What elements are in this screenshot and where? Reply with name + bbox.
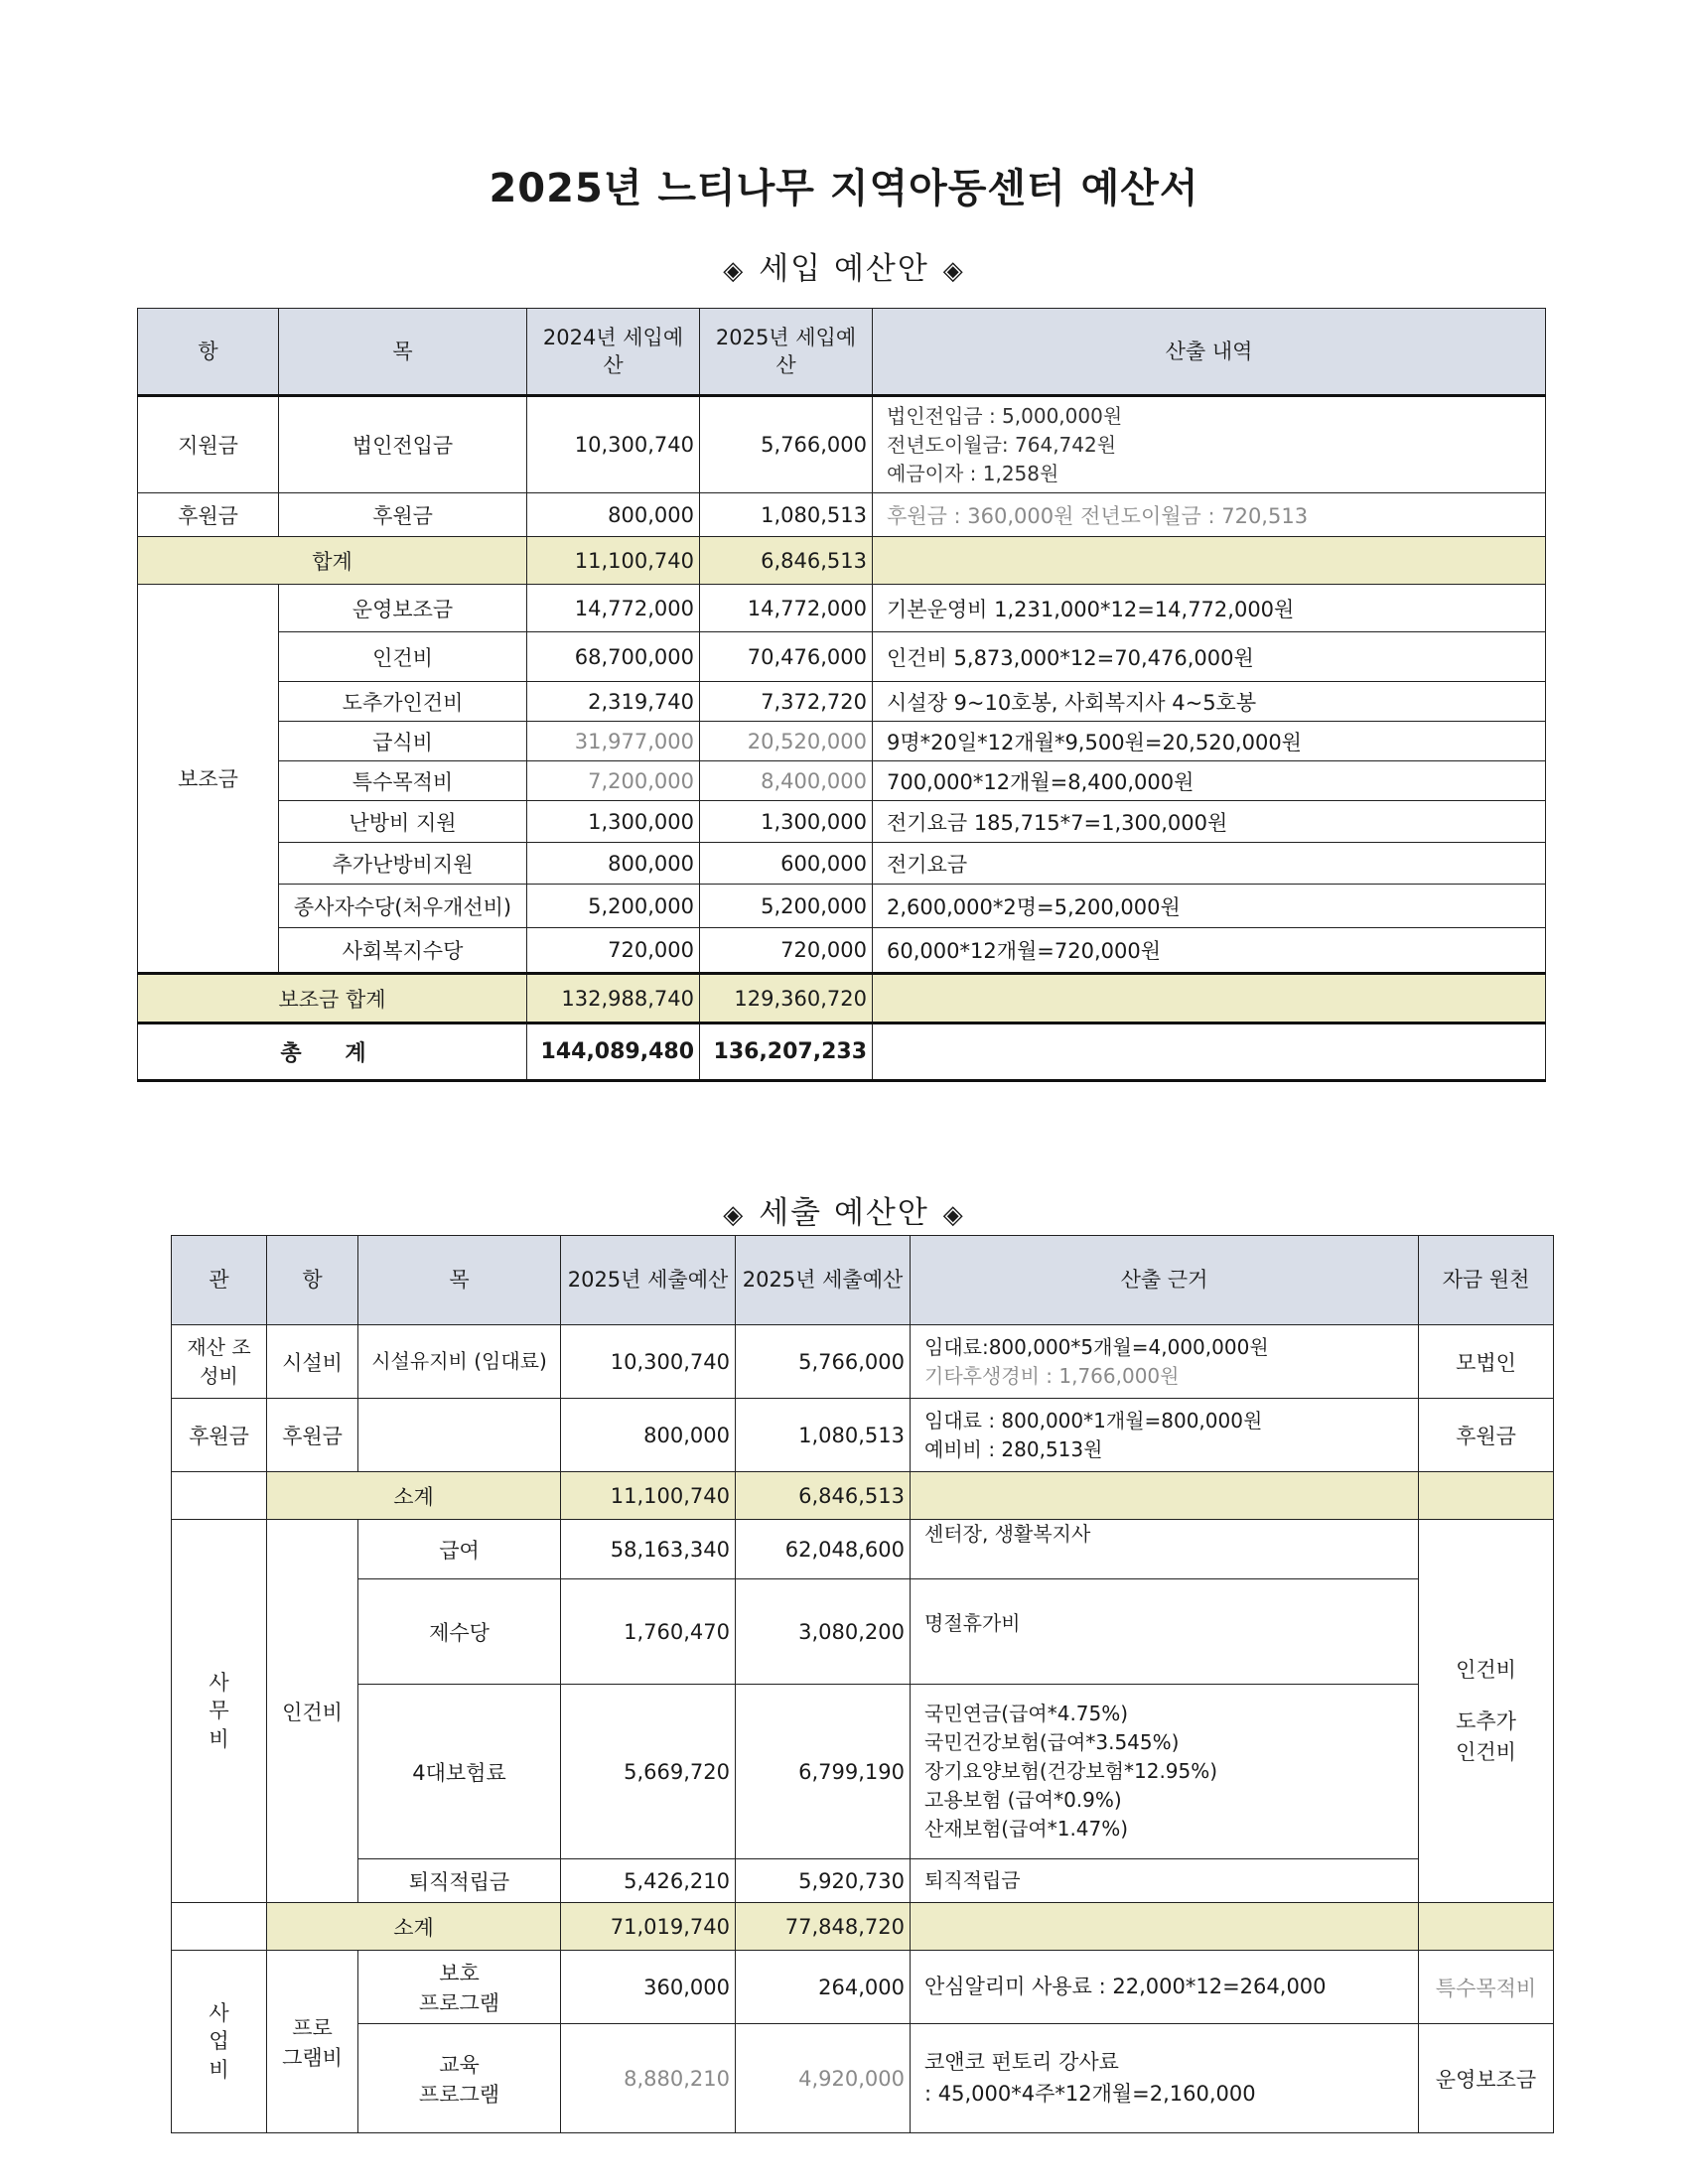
subsidy-sum-row: 보조금 합계 132,988,740 129,360,720: [138, 974, 1546, 1024]
table-row: 지원금 법인전입금 10,300,740 5,766,000 법인전입금 : 5,000,000원 전년도이월금: 764,742원 예금이자 : 1,258원: [138, 396, 1546, 493]
table-row: 후원금 후원금 800,000 1,080,513 후원금 : 360,000원 전년도이월금 : 720,513: [138, 493, 1546, 537]
table-row: 제수당 1,760,470 3,080,200 명절휴가비: [172, 1579, 1554, 1685]
business-gwan: 사 업 비: [172, 1951, 267, 2133]
grand-total-row: 총 계 144,089,480 136,207,233: [138, 1024, 1546, 1081]
header-hang: 항: [138, 309, 279, 396]
table-row: 퇴직적립금 5,426,210 5,920,730 퇴직적립금: [172, 1859, 1554, 1903]
office-gwan: 사 무 비: [172, 1520, 267, 1903]
table-row: 4대보험료 5,669,720 6,799,190 국민연금(급여*4.75%) 국민건강보험(급여*3.545%) 장기요양보험(건강보험*12.95%) 고용보험 (급여*0.9%) 산재보험(급여*1.47%): [172, 1685, 1554, 1859]
subsidy-rows: [138, 585, 1546, 974]
office-hang: 인건비: [267, 1520, 358, 1903]
header-2025: 2025년 세입예산: [700, 309, 873, 396]
diamond-icon: ◈: [723, 1200, 746, 1230]
expense-table: [171, 1235, 1554, 2133]
office-rows: [172, 1520, 1554, 1903]
header-detail: 산출 내역: [873, 309, 1546, 396]
header-2024: 2024년 세입예산: [527, 309, 700, 396]
table-row: 종사자수당(처우개선비) 5,200,000 5,200,000 2,600,000*2명=5,200,000원: [138, 885, 1546, 928]
diamond-icon: ◈: [942, 1200, 965, 1230]
table-header-row: [138, 309, 1546, 396]
income-heading-text: 세입 예산안: [759, 251, 929, 287]
table-row: 사 무 비 인건비 급여 58,163,340 62,048,600 센터장, 생활복지사 인건비 도추가 인건비: [172, 1520, 1554, 1579]
subsidy-hang: 보조금: [138, 585, 279, 974]
page-title: 2025년 느티나무 지역아동센터 예산서: [489, 166, 1199, 211]
table-row: 특수목적비 7,200,000 8,400,000 700,000*12개월=8,400,000원: [138, 761, 1546, 801]
income-heading: [0, 243, 1688, 288]
income-table: [137, 308, 1546, 1082]
table-row: 사 업 비 프로 그램비 보호 프로그램 360,000 264,000 안심알리미 사용료 : 22,000*12=264,000 특수목적비: [172, 1951, 1554, 2024]
detail-cell: 법인전입금 : 5,000,000원 전년도이월금: 764,742원 예금이자 : 1,258원: [873, 396, 1546, 493]
expense-heading: [0, 1187, 1688, 1232]
diamond-icon: ◈: [723, 256, 746, 286]
business-hang: 프로 그램비: [267, 1951, 358, 2133]
header-mok: 목: [279, 309, 527, 396]
table-row: 도추가인건비 2,319,740 7,372,720 시설장 9~10호봉, 사회복지사 4~5호봉: [138, 682, 1546, 722]
table-row: 사회복지수당 720,000 720,000 60,000*12개월=720,000원: [138, 928, 1546, 974]
table-row: 보조금 운영보조금 14,772,000 14,772,000 기본운영비 1,231,000*12=14,772,000원: [138, 585, 1546, 632]
sum-row: 합계 11,100,740 6,846,513: [138, 537, 1546, 585]
table-row: 급식비 31,977,000 20,520,000 9명*20일*12개월*9,500원=20,520,000원: [138, 722, 1546, 761]
office-source: 인건비 도추가 인건비: [1419, 1520, 1554, 1903]
table-row: 추가난방비지원 800,000 600,000 전기요금: [138, 843, 1546, 885]
table-row: 난방비 지원 1,300,000 1,300,000 전기요금 185,715*7=1,300,000원: [138, 801, 1546, 843]
subtotal-row: 소계 11,100,740 6,846,513: [172, 1472, 1554, 1520]
table-row: 후원금 후원금 800,000 1,080,513 임대료 : 800,000*1개월=800,000원 예비비 : 280,513원 후원금: [172, 1399, 1554, 1472]
diamond-icon: ◈: [942, 256, 965, 286]
subtotal-row: 소계 71,019,740 77,848,720: [172, 1903, 1554, 1951]
table-row: 인건비 68,700,000 70,476,000 인건비 5,873,000*12=70,476,000원: [138, 632, 1546, 682]
table-row: 교육 프로그램 8,880,210 4,920,000 코앤코 펀토리 강사료 : 45,000*4주*12개월=2,160,000 운영보조금: [172, 2024, 1554, 2133]
business-rows: [172, 1951, 1554, 2133]
table-header-row: 관 항 목 2025년 세출예산 2025년 세출예산 산출 근거 자금 원천: [172, 1236, 1554, 1325]
expense-heading-text: 세출 예산안: [759, 1195, 929, 1231]
table-row: 재산 조성비 시설비 시설유지비 (임대료) 10,300,740 5,766,000 임대료:800,000*5개월=4,000,000원 기타후생경비 : 1,766,000원 모법인: [172, 1325, 1554, 1399]
